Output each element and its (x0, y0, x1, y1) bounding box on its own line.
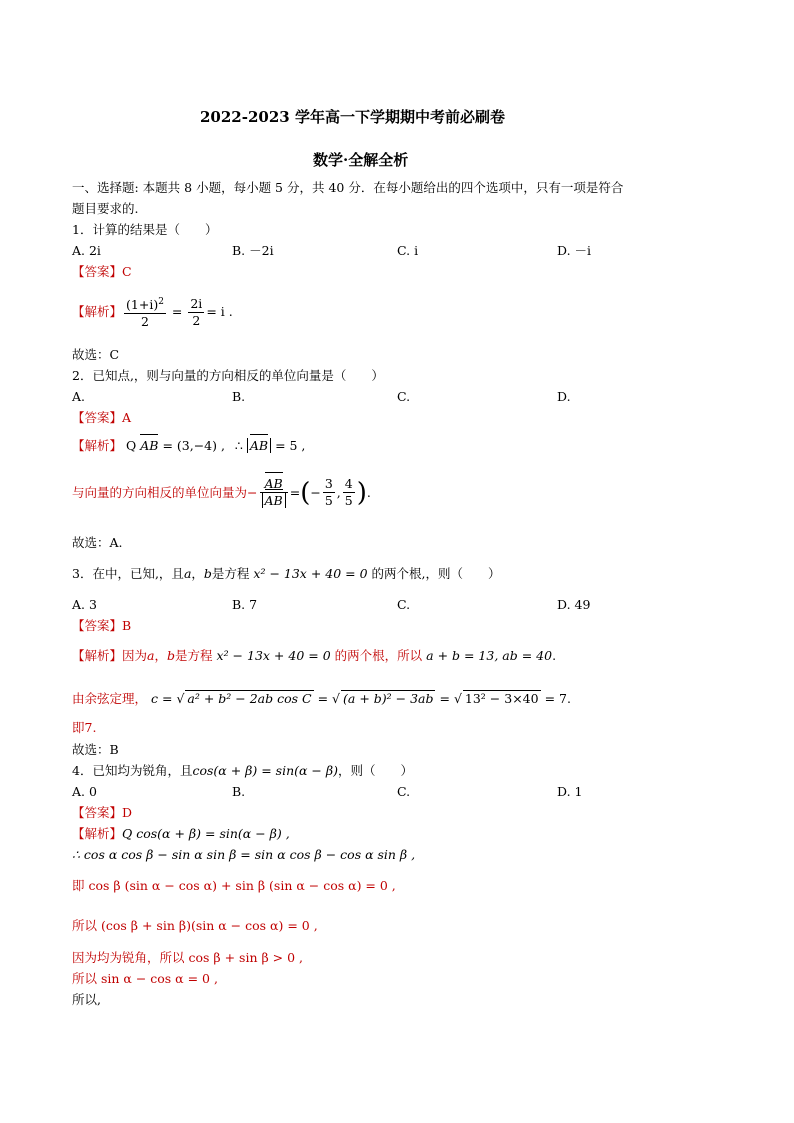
q2-conclusion: 故选：A. (72, 535, 123, 550)
q2-analysis-line2: 与向量的方向相反的单位向量为 − $\frac{AB}{AB}$ = ( − $\frac{3}{5}$ , $\frac{4}{5}$ ) . (72, 476, 371, 508)
q4-stem: 4．已知均为锐角，且cos(α + β) = sin(α − β)，则（ ） (72, 763, 413, 778)
q1-fraction-2: $\frac{2i}{2}$ (190, 295, 203, 328)
q4-option-c: C. (397, 784, 411, 799)
q1-fraction-1: $\frac{(1+i)^2}{2}$ (124, 294, 166, 330)
q3-line3: 即7. (72, 720, 97, 735)
q2-answer: 【答案】A (72, 410, 132, 425)
q4-line-6: 所以, (72, 992, 101, 1007)
q2-option-b: B. (232, 389, 246, 404)
q3-analysis-line2: 由余弦定理， c = √ a² + b² − 2ab cos C = √ (a + b)² − 3ab = √ 13² − 3×40 = 7. (72, 691, 571, 706)
q1-option-d: D. －i (557, 243, 592, 258)
q3-option-c: C. (397, 597, 411, 612)
q4-line-2: 即 cos β (sin α − cos α) + sin β (sin α − cos α) = 0 , (72, 878, 396, 893)
q1-conclusion: 故选：C (72, 347, 120, 362)
q1-option-c: C. i (397, 243, 419, 258)
q4-line-5: 所以 sin α − cos α = 0 , (72, 971, 218, 986)
q4-answer: 【答案】D (72, 805, 133, 820)
q3-conclusion: 故选：B (72, 742, 119, 757)
q1-answer (72, 264, 132, 280)
answer-value: C (122, 264, 132, 279)
q1-option-b: B. －2i (232, 243, 274, 258)
q1-option-a: A. 2i (72, 243, 101, 258)
section-intro-line2: 题目要求的. (72, 201, 139, 216)
q2-option-c: C. (397, 389, 411, 404)
q1-stem: 1．计算的结果是（ ） (72, 222, 218, 237)
q3-answer: 【答案】B (72, 618, 132, 633)
q4-analysis: 【解析】Q cos(α + β) = sin(α − β) , (72, 826, 290, 841)
q4-line-4: 因为均为锐角，所以 cos β + sin β > 0 , (72, 950, 304, 965)
q2-option-a: A. (72, 389, 86, 404)
section-intro-line1: 一、选择题: 本题共 8 小题，每小题 5 分，共 40 分．在每小题给出的四个选项中，只有一项是符合 (72, 180, 624, 195)
q3-analysis-line1: 【解析】因为a，b是方程 x² − 13x + 40 = 0 的两个根，所以 a + b = 13, ab = 40. (72, 648, 557, 663)
q4-line-1: ∴ cos α cos β − sin α sin β = sin α cos β − cos α sin β , (72, 847, 416, 862)
q4-option-d: D. 1 (557, 784, 583, 799)
q3-stem: 3．在中，已知,，且a，b是方程 x² − 13x + 40 = 0 的两个根,，则（ ） (72, 566, 501, 581)
q2-analysis-line1: 【解析】 Q AB = (3,−4) , ∴ AB = 5 , (72, 438, 306, 453)
analysis-label: 【解析】 (72, 304, 123, 320)
document-subtitle: 数学·全解全析 (313, 151, 409, 169)
q3-option-a: A. 3 (72, 597, 97, 612)
answer-label: 【答案】 (72, 264, 123, 279)
q4-line-3: 所以 (cos β + sin β)(sin α − cos α) = 0 , (72, 918, 318, 933)
q3-option-b: B. 7 (232, 597, 258, 612)
q2-option-d: D. (557, 389, 571, 404)
q2-stem: 2．已知点,，则与向量的方向相反的单位向量是（ ） (72, 368, 384, 383)
q4-option-b: B. (232, 784, 246, 799)
q4-option-a: A. 0 (72, 784, 97, 799)
q3-option-d: D. 49 (557, 597, 591, 612)
document-title: 2022-2023 学年高一下学期期中考前必刷卷 (200, 108, 505, 126)
q1-analysis: 【解析】 $\frac{(1+i)^2}{2}$ = $\frac{2i}{2}$ = i . (72, 295, 233, 330)
